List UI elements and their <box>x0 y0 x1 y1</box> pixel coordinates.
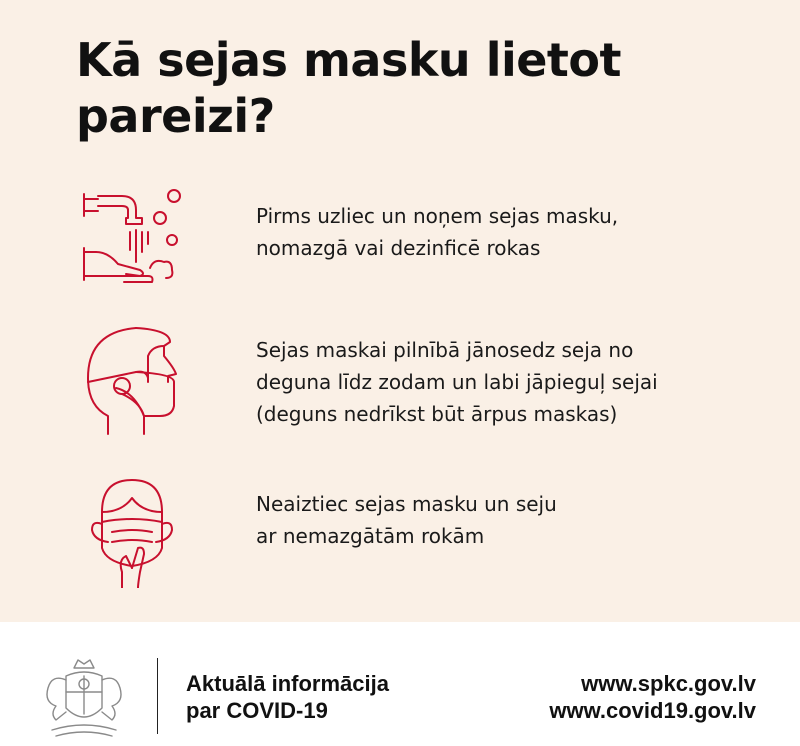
title-line-2: pareizi? <box>76 89 275 143</box>
step-2-line-3: (deguns nedrīkst būt ārpus maskas) <box>256 402 618 426</box>
no-touch-face-icon <box>78 476 188 588</box>
website-covid19[interactable]: www.covid19.gov.lv <box>549 698 756 723</box>
step-1-text <box>256 200 776 264</box>
info-line-2: par COVID-19 <box>186 698 328 723</box>
website-spkc[interactable]: www.spkc.gov.lv <box>581 671 756 696</box>
step-3-line-2: ar nemazgātām rokām <box>256 524 485 548</box>
title-line-1: Kā sejas masku lietot <box>76 33 622 87</box>
footer <box>0 622 800 746</box>
page-title <box>76 32 716 144</box>
step-1-line-2: nomazgā vai dezinficē rokas <box>256 236 541 260</box>
step-3-text <box>256 488 776 552</box>
covid-info <box>186 670 389 724</box>
coat-of-arms-icon <box>36 650 132 746</box>
step-3-line-1: Neaiztiec sejas masku un seju <box>256 492 557 516</box>
step-2-line-2: deguna līdz zodam un labi jāpieguļ sejai <box>256 370 658 394</box>
hand-washing-icon <box>78 182 188 294</box>
step-2-line-1: Sejas maskai pilnībā jānosedz seja no <box>256 338 634 362</box>
footer-divider <box>157 658 158 734</box>
website-links <box>549 670 756 724</box>
info-line-1: Aktuālā informācija <box>186 671 389 696</box>
face-profile-mask-icon <box>78 324 188 436</box>
step-2-text <box>256 334 776 430</box>
step-1-line-1: Pirms uzliec un noņem sejas masku, <box>256 204 619 228</box>
